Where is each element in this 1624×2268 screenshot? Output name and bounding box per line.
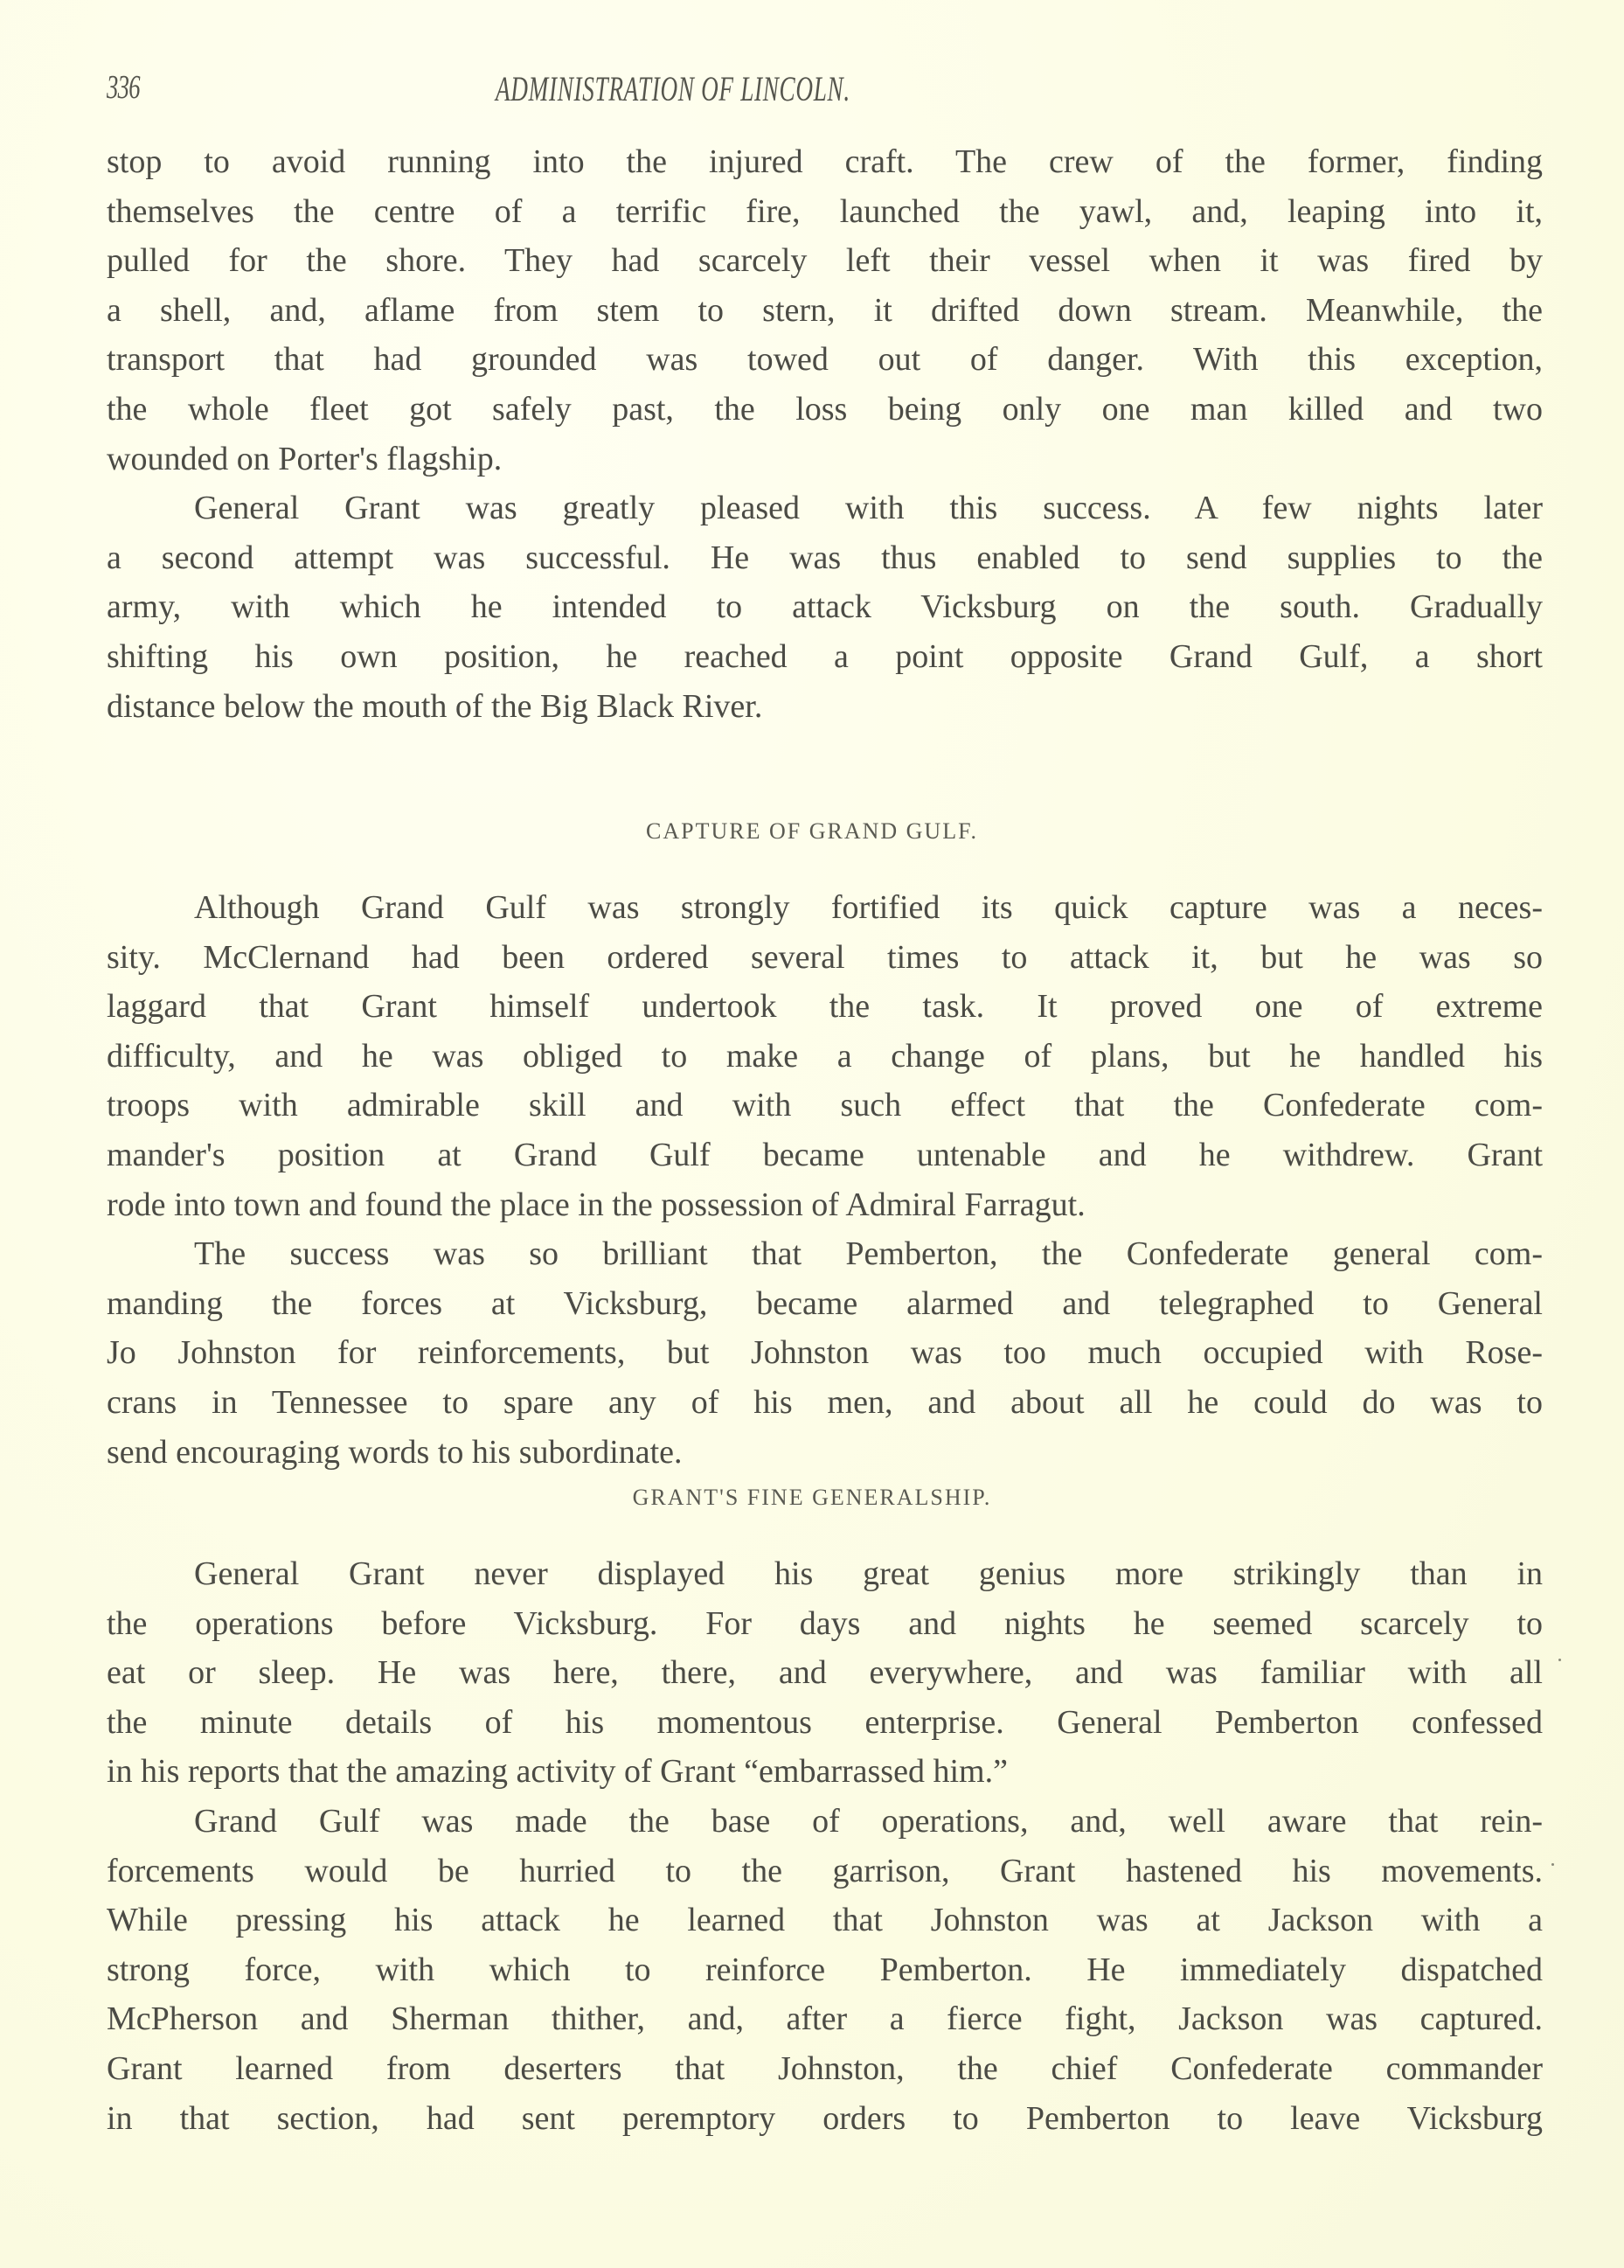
text-line: Grand Gulf was made the base of operations, and, well aware that rein-	[194, 1803, 1543, 1840]
margin-mark	[1551, 1863, 1554, 1866]
text-line: a second attempt was successful. He was thus enabled to send supplies to the	[107, 539, 1543, 576]
text-line: Although Grand Gulf was strongly fortified its quick capture was a neces-	[194, 889, 1543, 926]
section-heading: GRANT'S FINE GENERALSHIP.	[632, 1485, 992, 1510]
text-line: forcements would be hurried to the garrison, Grant hastened his movements.	[107, 1852, 1543, 1889]
text-line: Grant learned from deserters that Johnston, the chief Confederate commander	[107, 2050, 1543, 2087]
text-line: distance below the mouth of the Big Black River.	[107, 687, 763, 725]
text-line: the whole fleet got safely past, the loss being only one man killed and two	[107, 391, 1543, 428]
text-line: McPherson and Sherman thither, and, after a fierce fight, Jackson was captured.	[107, 2000, 1543, 2038]
text-line: General Grant never displayed his great genius more strikingly than in	[194, 1555, 1543, 1592]
section-heading: CAPTURE OF GRAND GULF.	[646, 818, 978, 844]
text-line: in that section, had sent peremptory orders to Pemberton to leave Vicksburg	[107, 2099, 1543, 2137]
text-line: transport that had grounded was towed out of danger. With this exception,	[107, 341, 1543, 379]
page-number: 336	[107, 69, 140, 106]
text-line: strong force, with which to reinforce Pemberton. He immediately dispatched	[107, 1951, 1543, 1988]
text-line: in his reports that the amazing activity of Grant “embarrassed him.”	[107, 1753, 1008, 1791]
text-line: a shell, and, aflame from stem to stern, it drifted down stream. Meanwhile, the	[107, 291, 1543, 329]
text-line: stop to avoid running into the injured craft. The crew of the former, finding	[107, 143, 1543, 180]
text-line: laggard that Grant himself undertook the task. It proved one of extreme	[107, 988, 1543, 1026]
text-line: the operations before Vicksburg. For days and nights he seemed scarcely to	[107, 1604, 1543, 1642]
running-title: ADMINISTRATION OF LINCOLN.	[496, 69, 850, 108]
margin-mark	[1558, 1659, 1561, 1661]
text-line: rode into town and found the place in the possession of Admiral Farragut.	[107, 1186, 1086, 1223]
text-line: wounded on Porter's flagship.	[107, 440, 503, 477]
text-line: the minute details of his momentous enterprise. General Pemberton confessed	[107, 1703, 1543, 1741]
text-line: shifting his own position, he reached a point opposite Grand Gulf, a short	[107, 638, 1543, 675]
text-line: mander's position at Grand Gulf became untenable and he withdrew. Grant	[107, 1137, 1543, 1173]
text-line: troops with admirable skill and with such effect that the Confederate com-	[107, 1087, 1543, 1124]
text-line: While pressing his attack he learned that Johnston was at Jackson with a	[107, 1902, 1543, 1939]
text-line: manding the forces at Vicksburg, became alarmed and telegraphed to General	[107, 1284, 1543, 1322]
running-head	[107, 68, 1543, 112]
text-line: army, with which he intended to attack Vicksburg on the south. Gradually	[107, 588, 1543, 626]
text-line: Jo Johnston for reinforcements, but Johnston was too much occupied with Rose-	[107, 1334, 1543, 1372]
text-line: sity. McClernand had been ordered several times to attack it, but he was so	[107, 938, 1543, 976]
text-line: themselves the centre of a terrific fire, launched the yawl, and, leaping into it,	[107, 192, 1543, 230]
text-line: send encouraging words to his subordinate.	[107, 1433, 683, 1471]
text-line: crans in Tennessee to spare any of his men, and about all he could do was to	[107, 1384, 1543, 1421]
text-line: eat or sleep. He was here, there, and everywhere, and was familiar with all	[107, 1654, 1543, 1692]
text-line: General Grant was greatly pleased with this success. A few nights later	[194, 490, 1543, 527]
text-line: pulled for the shore. They had scarcely left their vessel when it was fired by	[107, 242, 1543, 280]
text-line: difficulty, and he was obliged to make a change of plans, but he handled his	[107, 1037, 1543, 1075]
text-line: The success was so brilliant that Pemberton, the Confederate general com-	[194, 1235, 1543, 1273]
